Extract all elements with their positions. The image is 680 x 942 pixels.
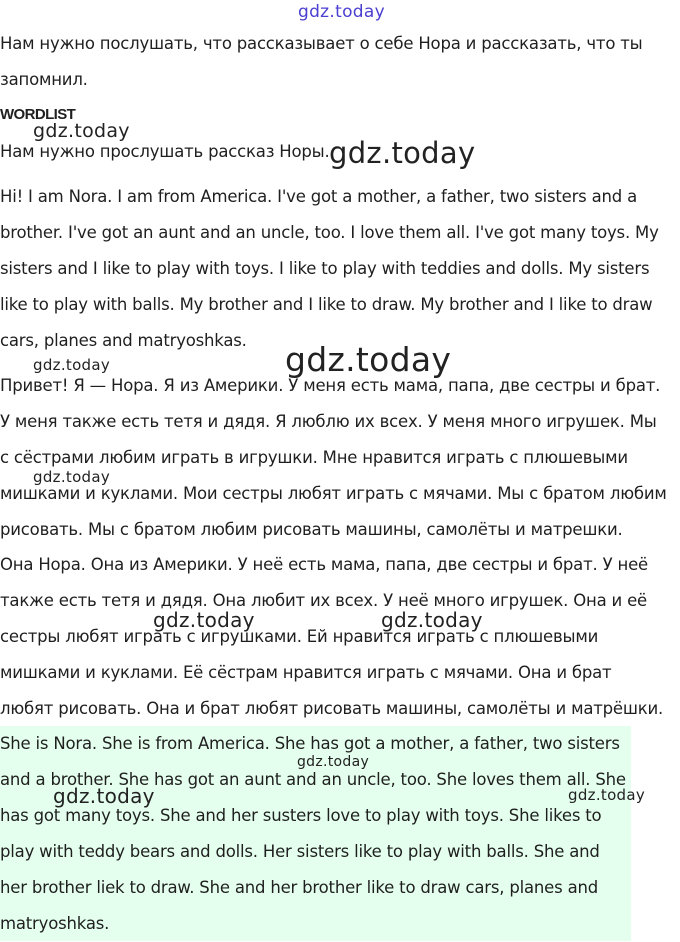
story-english: Hi! I am Nora. I am from America. I've got a mother, a father, two sisters and a brother. I've got an aunt and an uncle, too. I love them all. I've got many toys. My sisters and I like to play with toys. I like to play with teddies and dolls. My sisters like to play with balls. My brother and I like to draw. My brother and I like to draw cars, planes and matryoshkas. bbox=[0, 187, 659, 350]
watermark: gdz.today bbox=[153, 608, 255, 632]
watermark: gdz.today bbox=[568, 786, 646, 804]
watermark: gdz.today bbox=[329, 136, 476, 170]
answer-english: She is Nora. She is from America. She has got a mother, a father, two sisters and a brother. She has got an aunt and an uncle, too. She loves them all. She has got many toys. She and her susters love to play with toys. She likes to play with teddy bears and dolls. Her sisters like to play with balls. She and her brother liek to draw. She and her brother like to draw cars, planes and matryoshkas. bbox=[0, 734, 626, 933]
instruction-text: Нам нужно прослушать рассказ Норы. bbox=[0, 142, 330, 161]
watermark: gdz.today bbox=[33, 468, 111, 486]
watermark: gdz.today bbox=[285, 340, 452, 379]
task-text: Нам нужно послушать, что рассказывает о себе Нора и рассказать, что ты запомнил. bbox=[0, 34, 643, 89]
retell-russian: Она Нора. Она из Америки. У неё есть мама, папа, две сестры и брат. У неё также есть тетя и дядя. Она любит их всех. У неё много игрушек. Она и её сестры любят играть с игрушками. Ей нравится играть с плюшевыми мишками и куклами. Её сёстрам нравится играть с мячами. Она и брат любят рисовать. Она и брат любят рисовать машины, самолёты и матрёшки. bbox=[0, 555, 664, 718]
watermark: gdz.today bbox=[33, 120, 130, 142]
watermark: gdz.today bbox=[297, 754, 370, 770]
watermark: gdz.today bbox=[381, 608, 483, 632]
wordlist-heading: WORDLIST bbox=[0, 106, 76, 123]
watermark: gdz.today bbox=[53, 784, 155, 808]
watermark: gdz.today bbox=[33, 356, 111, 374]
watermark-top: gdz.today bbox=[298, 2, 385, 22]
story-russian: Привет! Я — Нора. Я из Америки. У меня есть мама, папа, две сестры и брат. У меня также есть тетя и дядя. Я люблю их всех. У меня много игрушек. Мы с сёстрами любим играть в игрушки. Мне нравится играть с плюшевыми мишками и куклами. Мои сестры любят играть с мячами. Мы с братом любим рисовать. Мы с братом любим рисовать машины, самолёты и матрешки. bbox=[0, 376, 667, 539]
